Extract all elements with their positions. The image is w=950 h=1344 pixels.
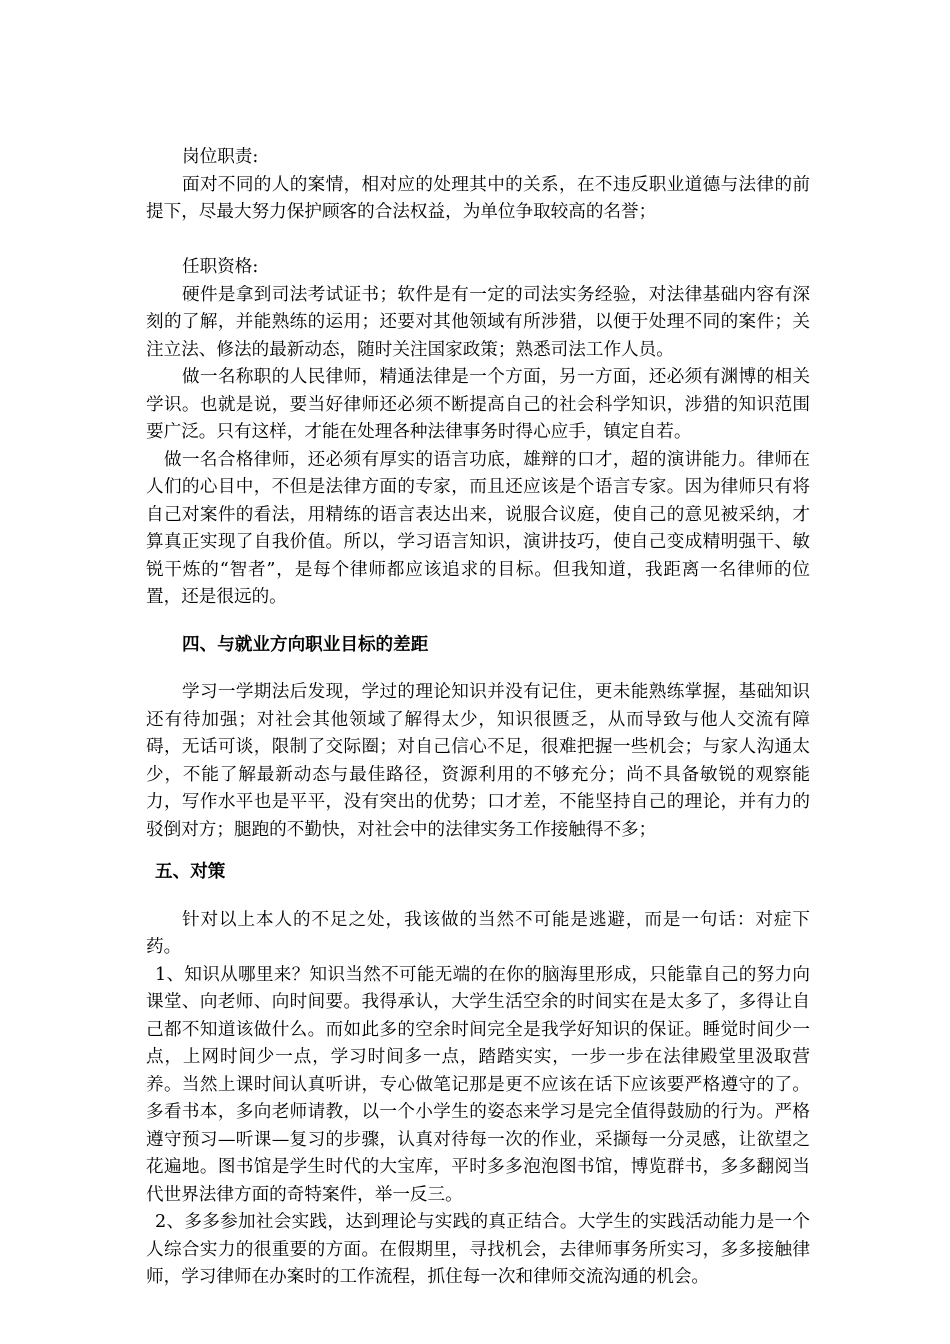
blank-line — [146, 227, 810, 255]
duties-paragraph: 面对不同的人的案情，相对应的处理其中的关系，在不违反职业道德与法律的前提下，尽最大努力保护顾客的合法权益，为单位争取较高的名誉； — [146, 174, 810, 222]
section-heading-5: 五、对策 — [155, 861, 226, 882]
strategy-item-1: 1、知识从哪里来？知识当然不可能无端的在你的脑海里形成，只能靠自己的努力向课堂、向老师、向时间要。我得承认，大学生活空余的时间实在是太多了，多得让自己都不知道该做什么。而如此多的空余时间完全是我学好知识的保证。睡觉时间少一点，上网时间少一点，学习时间多一点，踏踏实实，一步一步在法律殿堂里汲取营养。当然上课时间认真听讲，专心做笔记那是更不应该在话下应该要严格遵守的了。多看书本，多向老师请教，以一个小学生的姿态来学习是完全值得鼓励的行为。严格遵守预习—听课—复习的步骤，认真对待每一次的作业，采撷每一分灵感，让欲望之花遍地。图书馆是学生时代的大宝库，平时多多泡泡图书馆，博览群书，多多翻阅当代世界法律方面的奇特案件，举一反三。 — [146, 964, 810, 1205]
spacer — [146, 612, 810, 626]
gap-paragraph: 学习一学期法后发现，学过的理论知识并没有记住，更未能熟练掌握，基础知识还有待加强；对社会其他领域了解得太少，知识很匮乏，从而导致与他人交流有障碍，无话可谈，限制了交际圈；对自己信心不足，很难把握一些机会；与家人沟通太少，不能了解最新动态与最佳路径，资源利用的不够充分；尚不具备敏锐的观察能力，写作水平也是平平，没有突出的优势；口才差，不能坚持自己的理论，并有力的驳倒对方；腿跑的不勤快，对社会中的法律实务工作接触得不多； — [146, 682, 810, 840]
lawyer-paragraph-1: 做一名称职的人民律师，精通法律是一个方面，另一方面，还必须有渊博的相关学识。也就是说，要当好律师还必须不断提高自己的社会科学知识，涉猎的知识范围要广泛。只有这样，才能在处理各种法律事务时得心应手，镇定自若。 — [146, 367, 810, 442]
duties-label: 岗位职责: — [182, 147, 259, 167]
strategy-item-2: 2、多多参加社会实践，达到理论与实践的真正结合。大学生的实践活动能力是一个人综合实力的很重要的方面。在假期里，寻找机会，去律师事务所实习，多多接触律师，学习律师在办案时的工作流程，抓住每一次和律师交流沟通的机会。 — [146, 1212, 810, 1287]
strategy-intro-paragraph: 针对以上本人的不足之处，我该做的当然不可能是逃避，而是一句话：对症下药。 — [146, 909, 810, 957]
section-heading-4: 四、与就业方向职业目标的差距 — [182, 633, 429, 655]
lawyer-paragraph-2: 做一名合格律师，还必须有厚实的语言功底，雄辩的口才，超的演讲能力。律师在人们的心目中，不但是法律方面的专家，而且还应该是个语言专家。因为律师只有将自己对案件的看法，用精练的语言表达出来，说服合议庭，使自己的意见被采纳，才算真正实现了自我价值。所以，学习语言知识，演讲技巧，使自己变成精明强干、敏锐干炼的“智者”，是每个律师都应该追求的目标。但我知道，我距离一名律师的位置，还是很远的。 — [146, 449, 810, 607]
qualifications-paragraph: 硬件是拿到司法考试证书；软件是有一定的司法实务经验，对法律基础内容有深刻的了解，并能熟练的运用；还要对其他领域有所涉猎，以便于处理不同的案件；关注立法、修法的最新动态，随时关注国家政策；熟悉司法工作人员。 — [146, 284, 810, 360]
qualifications-label: 任职资格: — [182, 257, 259, 277]
document-body — [146, 144, 810, 1292]
